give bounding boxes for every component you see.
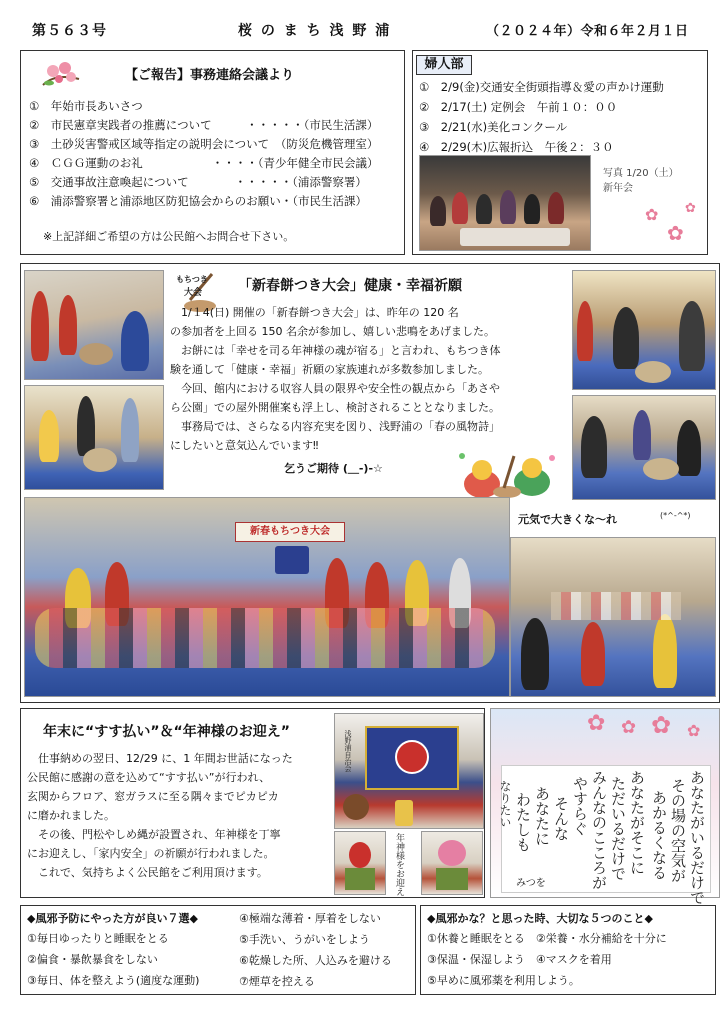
mochi-title: 「新春餅つき大会」健康・幸福祈願 (238, 278, 462, 294)
list-item: ⑦煙草を控える (239, 975, 315, 988)
article-line: 事務局では、さらなる内容充実を図り、浅野浦の「春の風物詩」 (170, 420, 500, 433)
list-item: ②偏食・暴飲暴食をしない (27, 953, 158, 966)
article-line: にお迎えし、「家内安全」の祈願が行われました。 (27, 847, 275, 860)
article-line: ら公園」での屋外開催案も浮上し、検討されることとなりました。 (170, 401, 500, 414)
article-line: 玄関からフロア、窓ガラスに至る隅々までピカピカ (27, 790, 279, 803)
cold-care-title: ◆風邪かな？と思った時、大切な５つのこと◆ (427, 912, 653, 925)
sakura-icon: ✿ (587, 711, 606, 736)
womens-list (419, 77, 664, 157)
womens-section (412, 50, 708, 255)
poem-line: わたしも (514, 792, 532, 852)
mochi-pounding-photo-1 (24, 270, 164, 380)
article-line: その後、門松やしめ縄が設置され、年神様を丁寧 (27, 828, 281, 841)
sakura-icon: ✿ (651, 711, 672, 739)
association-flag-photo (334, 713, 484, 829)
dragon-mochi-illustration (452, 448, 562, 502)
event-banner: 新春もちつき大会 (235, 522, 345, 542)
sakura-icon: ✿ (667, 221, 684, 245)
article-line: お餅には「幸せを司る年神様の魂が宿る」と言われ、もちつき体 (170, 344, 501, 357)
list-item: ③ 土砂災害警戒区域等指定の説明会について （防災危機管理室） (29, 137, 379, 151)
report-section (20, 50, 405, 255)
photo-caption-event: 新年会 (603, 183, 633, 194)
poem-line: やすらぐ (571, 776, 589, 836)
sakura-icon: ✿ (685, 201, 696, 216)
list-item: ①休養と睡眠をとる ②栄養・水分補給を十分に (427, 932, 667, 945)
article-line: にしたいと意気込んでいます‼ (170, 439, 319, 452)
article-line: 公民館に感謝の意を込めて“すす払い”が行われ、 (27, 771, 271, 784)
list-item: ① 年始市長あいさつ (29, 99, 143, 113)
group-photo (24, 497, 510, 697)
cold-prevention-section (20, 905, 416, 995)
list-item: ② 2/17(土) 定例会 午前１０：００ (419, 100, 618, 114)
kadomatsu-photo-left (334, 831, 386, 895)
susu-section (20, 708, 485, 898)
cheer-text: 元気で大きくな～れ (518, 513, 617, 526)
poem-line: あなたがいるだけで (688, 770, 706, 905)
poem-author: みつを (516, 878, 546, 889)
issue-number: 第５６３号 (32, 23, 107, 39)
mochi-pounding-photo-4 (572, 395, 716, 500)
poem-line: あなたがそこに (628, 770, 646, 875)
new-year-party-photo (419, 155, 591, 251)
photo-caption-date: 写真 1/20（土） (603, 168, 679, 179)
mochi-article (170, 303, 501, 455)
mochi-closing: 乞うご期待 (＿-)-☆ (284, 462, 383, 475)
flag-caption: 浅野浦自治会 (344, 730, 352, 772)
poem-line: ただいるだけで (609, 776, 627, 881)
list-item: ④極端な薄着・厚着をしない (239, 912, 381, 925)
sakura-icon: ✿ (645, 205, 659, 224)
poem-section (490, 708, 720, 905)
kadomatsu-photo-right (421, 831, 483, 895)
susu-article (27, 749, 293, 882)
article-line: これで、気持ちよく公民館をご利用頂けます。 (27, 866, 268, 879)
article-line: に磨かれました。 (27, 809, 115, 822)
list-item: ⑤手洗い、うがいをしよう (239, 933, 370, 946)
hall-photo (510, 537, 716, 697)
sakura-icon: ✿ (687, 721, 701, 740)
article-line: 験を通して「健康・幸福」祈願の家族連れが多数参加しました。 (170, 363, 489, 376)
article-line: の参加者を上回る 150 名余が参加し、嬉しい悲鳴をあげました。 (170, 325, 495, 338)
list-item: ③保温・保湿しよう ④マスクを着用 (427, 953, 612, 966)
sakura-icon: ✿ (621, 717, 637, 738)
list-item: ①毎日ゆったりと睡眠をとる (27, 932, 169, 945)
list-item: ③毎日、体を整えよう(適度な運動) (27, 974, 200, 987)
newsletter-title: 桜 の ま ち 浅 野 浦 (238, 23, 392, 39)
report-note: ※上記詳細ご希望の方は公民館へお問合せ下さい。 (43, 230, 295, 243)
poem-line: あなたに (533, 786, 551, 846)
poem-line: なりたい (498, 780, 512, 828)
cheer-face: (*^-^*) (660, 511, 691, 520)
article-line: 今回、館内における収容人員の限界や安全性の観点から「あさや (170, 382, 500, 395)
cold-prevention-list-left (27, 928, 199, 991)
report-title: 【ご報告】事務連絡会議より (125, 68, 295, 83)
susu-title: 年末に“すす払い”＆“年神様のお迎え” (43, 724, 290, 740)
list-item: ④ ＣＧＧ運動のお礼 ・・・・（青少年健全市民会議） (29, 156, 379, 170)
list-item: ③ 2/21(水)美化コンクール (419, 120, 568, 134)
cold-care-section (420, 905, 716, 995)
poem-line: みんなのこころが (590, 770, 608, 890)
list-item: ⑤ 交通事故注意喚起について ・・・・・（浦添警察署） (29, 175, 367, 189)
list-item: ⑤早めに風邪薬を利用しよう。 (427, 974, 580, 987)
list-item: ① 2/9(金)交通安全街頭指導＆愛の声かけ運動 (419, 80, 664, 94)
article-line: 仕事納めの翌日、12/29 に、1 年間お世話になった (27, 752, 293, 765)
cold-prevention-title: ◆風邪予防にやった方が良い７選◆ (27, 912, 198, 925)
mochi-badge-label: 大会 (184, 288, 203, 298)
list-item: ④ 2/29(木)広報折込 午後２：３０ (419, 140, 614, 154)
cold-prevention-list-right (239, 909, 392, 992)
poem-line: そんな (552, 796, 570, 841)
mochi-badge-label: もちつき (176, 275, 208, 284)
poem-line: その場の空気が (669, 778, 687, 883)
kadomatsu-label: 年神様をお迎え (394, 833, 404, 896)
mochi-pounding-photo-3 (572, 270, 716, 390)
list-item: ⑥乾燥した所、人込みを避ける (239, 954, 392, 967)
mochi-pounding-photo-2 (24, 385, 164, 490)
cherry-blossom-icon (41, 59, 81, 91)
issue-date: （２０２４年）令和６年２月１日 (486, 24, 689, 39)
cold-care-list (427, 928, 667, 991)
article-line: 1/１4(日) 開催の「新春餅つき大会」は、昨年の 120 名 (170, 306, 459, 319)
report-list (29, 97, 379, 211)
poem-card (498, 765, 711, 905)
womens-title: 婦人部 (416, 55, 472, 75)
poem-line: あかるくなる (650, 790, 668, 880)
list-item: ② 市民憲章実践者の推薦について ・・・・・（市民生活課） (29, 118, 379, 132)
list-item: ⑥ 浦添警察署と浦添地区防犯協会からのお願い・（市民生活課） (29, 194, 368, 208)
